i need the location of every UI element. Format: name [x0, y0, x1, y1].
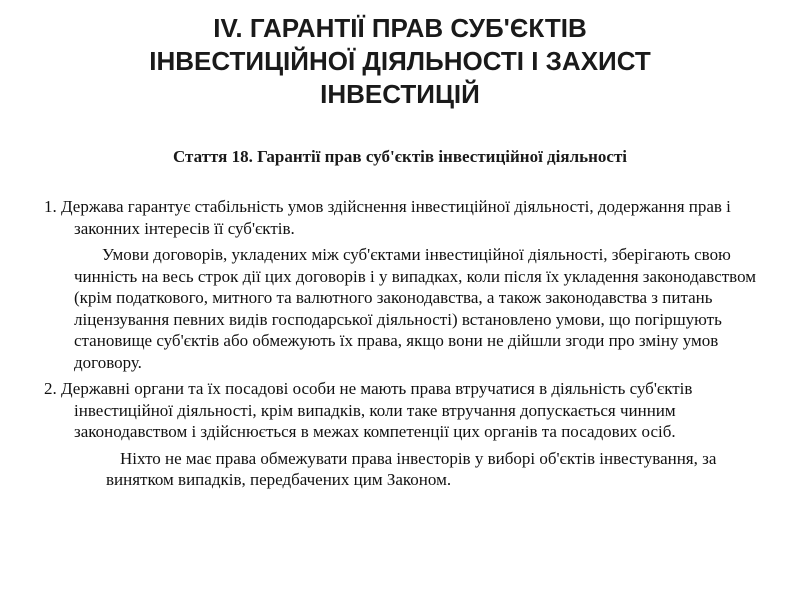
title-line: IV. ГАРАНТІЇ ПРАВ СУБ'ЄКТІВ — [213, 13, 587, 43]
paragraph-1-continuation: Умови договорів, укладених між суб'єктами інвестиційної діяльності, зберігають свою чинність на весь строк дії цих договорів і у випадках, коли після їх укладення законодавством (крім податкового, митного та валютного законодавства, а також законодавства з питань ліцензування певних видів господарської діяльності) встановлено умови, що погіршують становище суб'єктів або обмежують їх права, якщо вони не дійшли згоди про зміну умов договору. — [74, 245, 757, 372]
paragraph-2-continuation: Ніхто не має права обмежувати права інвесторів у виборі об'єктів інвестування, за винятком випадків, передбачених цим Законом. — [106, 448, 717, 489]
title-line: ІНВЕСТИЦІЙНОЇ ДІЯЛЬНОСТІ І ЗАХИСТ — [149, 46, 651, 76]
article-body — [44, 196, 756, 491]
paragraph-1: 1. Держава гарантує стабільність умов здійснення інвестиційної діяльності, додержання прав і законних інтересів її суб'єктів. — [44, 197, 731, 238]
paragraph-2: 2. Державні органи та їх посадові особи не мають права втручатися в діяльність суб'єктів інвестиційної діяльності, крім випадків, коли таке втручання допускається чинним законодавством і здійснюється в межах компетенції цих органів та посадових осіб. — [44, 379, 693, 441]
slide-title — [60, 12, 740, 111]
article-heading: Стаття 18. Гарантії прав суб'єктів інвестиційної діяльності — [172, 147, 628, 166]
title-line: ІНВЕСТИЦІЙ — [320, 79, 480, 109]
